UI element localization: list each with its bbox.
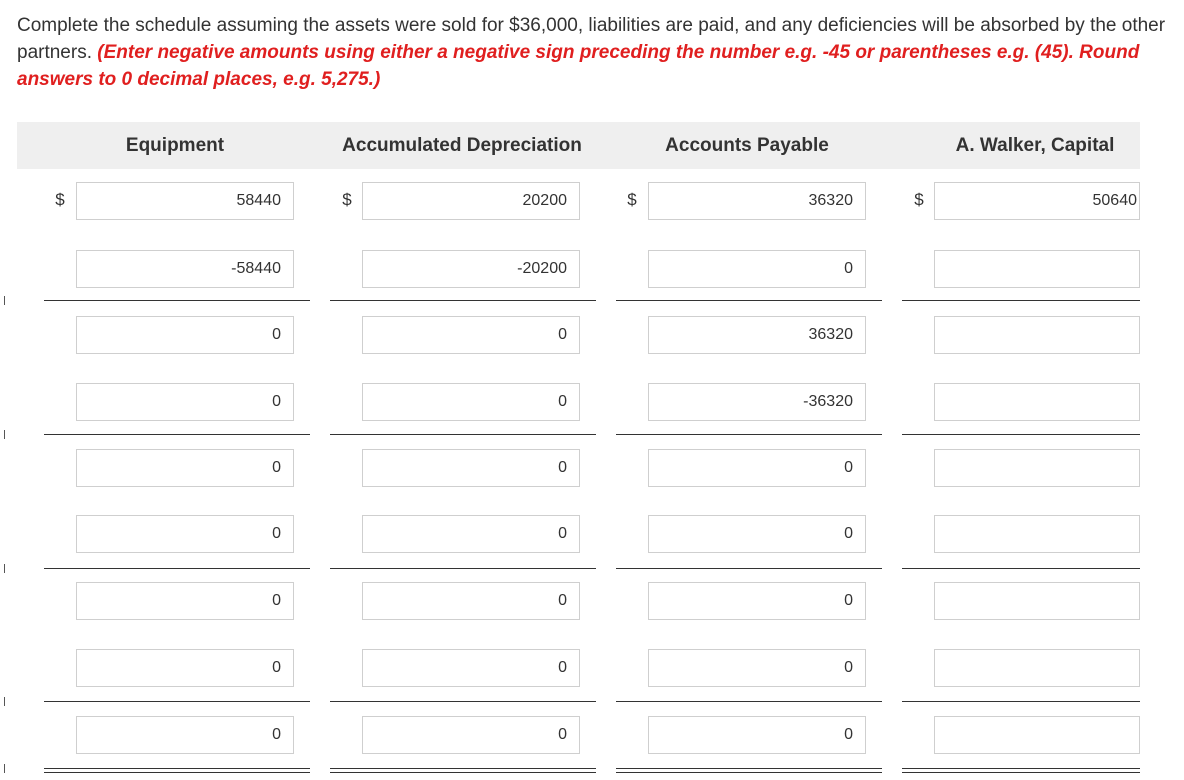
accumulated-depreciation-input-row-8[interactable]	[362, 649, 580, 687]
accumulated-depreciation-input-row-3[interactable]	[362, 316, 580, 354]
equipment-input-row-1[interactable]	[76, 182, 294, 220]
column-header-equipment: Equipment	[125, 135, 225, 156]
row-marker	[4, 564, 5, 573]
subtotal-rule	[44, 300, 310, 301]
subtotal-rule	[902, 568, 1140, 569]
accounts-payable-input-row-2[interactable]	[648, 250, 866, 288]
row-marker	[4, 764, 5, 773]
row-marker	[4, 697, 5, 706]
accumulated-depreciation-input-row-1[interactable]	[362, 182, 580, 220]
accounts-payable-input-row-1[interactable]	[648, 182, 866, 220]
currency-symbol: $	[55, 190, 65, 209]
a-walker-capital-input-row-3[interactable]	[934, 316, 1140, 354]
equipment-input-row-2[interactable]	[76, 250, 294, 288]
accounts-payable-input-row-6[interactable]	[648, 515, 866, 553]
subtotal-rule	[616, 300, 882, 301]
equipment-input-row-8[interactable]	[76, 649, 294, 687]
total-double-rule	[330, 768, 596, 773]
a-walker-capital-input-row-4[interactable]	[934, 383, 1140, 421]
accounts-payable-input-row-8[interactable]	[648, 649, 866, 687]
accounts-payable-input-row-3[interactable]	[648, 316, 866, 354]
accounts-payable-input-row-5[interactable]	[648, 449, 866, 487]
a-walker-capital-input-row-8[interactable]	[934, 649, 1140, 687]
a-walker-capital-input-row-2[interactable]	[934, 250, 1140, 288]
equipment-input-row-3[interactable]	[76, 316, 294, 354]
instructions-text: Complete the schedule assuming the assets were sold for $36,000, liabilities are paid, and any deficiencies will be absorbed by the other partners.	[17, 15, 1166, 63]
a-walker-capital-input-row-1[interactable]	[934, 182, 1140, 220]
accounts-payable-input-row-9[interactable]	[648, 716, 866, 754]
subtotal-rule	[330, 434, 596, 435]
column-header-accumulated-depreciation: Accumulated Depreciation	[342, 135, 582, 156]
a-walker-capital-input-row-7[interactable]	[934, 582, 1140, 620]
row-marker	[4, 296, 5, 305]
subtotal-rule	[616, 434, 882, 435]
total-double-rule	[616, 768, 882, 773]
currency-symbol: $	[627, 190, 637, 209]
subtotal-rule	[330, 300, 596, 301]
subtotal-rule	[330, 568, 596, 569]
total-double-rule	[902, 768, 1140, 773]
subtotal-rule	[44, 568, 310, 569]
currency-symbol: $	[914, 190, 924, 209]
accumulated-depreciation-input-row-4[interactable]	[362, 383, 580, 421]
subtotal-rule	[44, 434, 310, 435]
column-header-accounts-payable: Accounts Payable	[665, 135, 829, 156]
subtotal-rule	[902, 434, 1140, 435]
instructions	[17, 12, 1167, 93]
subtotal-rule	[902, 701, 1140, 702]
subtotal-rule	[616, 568, 882, 569]
accumulated-depreciation-input-row-6[interactable]	[362, 515, 580, 553]
subtotal-rule	[330, 701, 596, 702]
row-marker	[4, 430, 5, 439]
subtotal-rule	[902, 300, 1140, 301]
accounts-payable-input-row-4[interactable]	[648, 383, 866, 421]
accumulated-depreciation-input-row-5[interactable]	[362, 449, 580, 487]
accumulated-depreciation-input-row-2[interactable]	[362, 250, 580, 288]
accumulated-depreciation-input-row-7[interactable]	[362, 582, 580, 620]
equipment-input-row-5[interactable]	[76, 449, 294, 487]
equipment-input-row-7[interactable]	[76, 582, 294, 620]
instructions-note: (Enter negative amounts using either a negative sign preceding the number e.g. -45 or parentheses e.g. (45). Round answers to 0 decimal places, e.g. 5,275.)	[17, 42, 1140, 90]
a-walker-capital-input-row-9[interactable]	[934, 716, 1140, 754]
equipment-input-row-9[interactable]	[76, 716, 294, 754]
subtotal-rule	[616, 701, 882, 702]
subtotal-rule	[44, 701, 310, 702]
a-walker-capital-input-row-5[interactable]	[934, 449, 1140, 487]
total-double-rule	[44, 768, 310, 773]
equipment-input-row-4[interactable]	[76, 383, 294, 421]
currency-symbol: $	[342, 190, 352, 209]
column-header-a-walker-capital: A. Walker, Capital	[955, 135, 1115, 156]
accumulated-depreciation-input-row-9[interactable]	[362, 716, 580, 754]
accounts-payable-input-row-7[interactable]	[648, 582, 866, 620]
equipment-input-row-6[interactable]	[76, 515, 294, 553]
a-walker-capital-input-row-6[interactable]	[934, 515, 1140, 553]
